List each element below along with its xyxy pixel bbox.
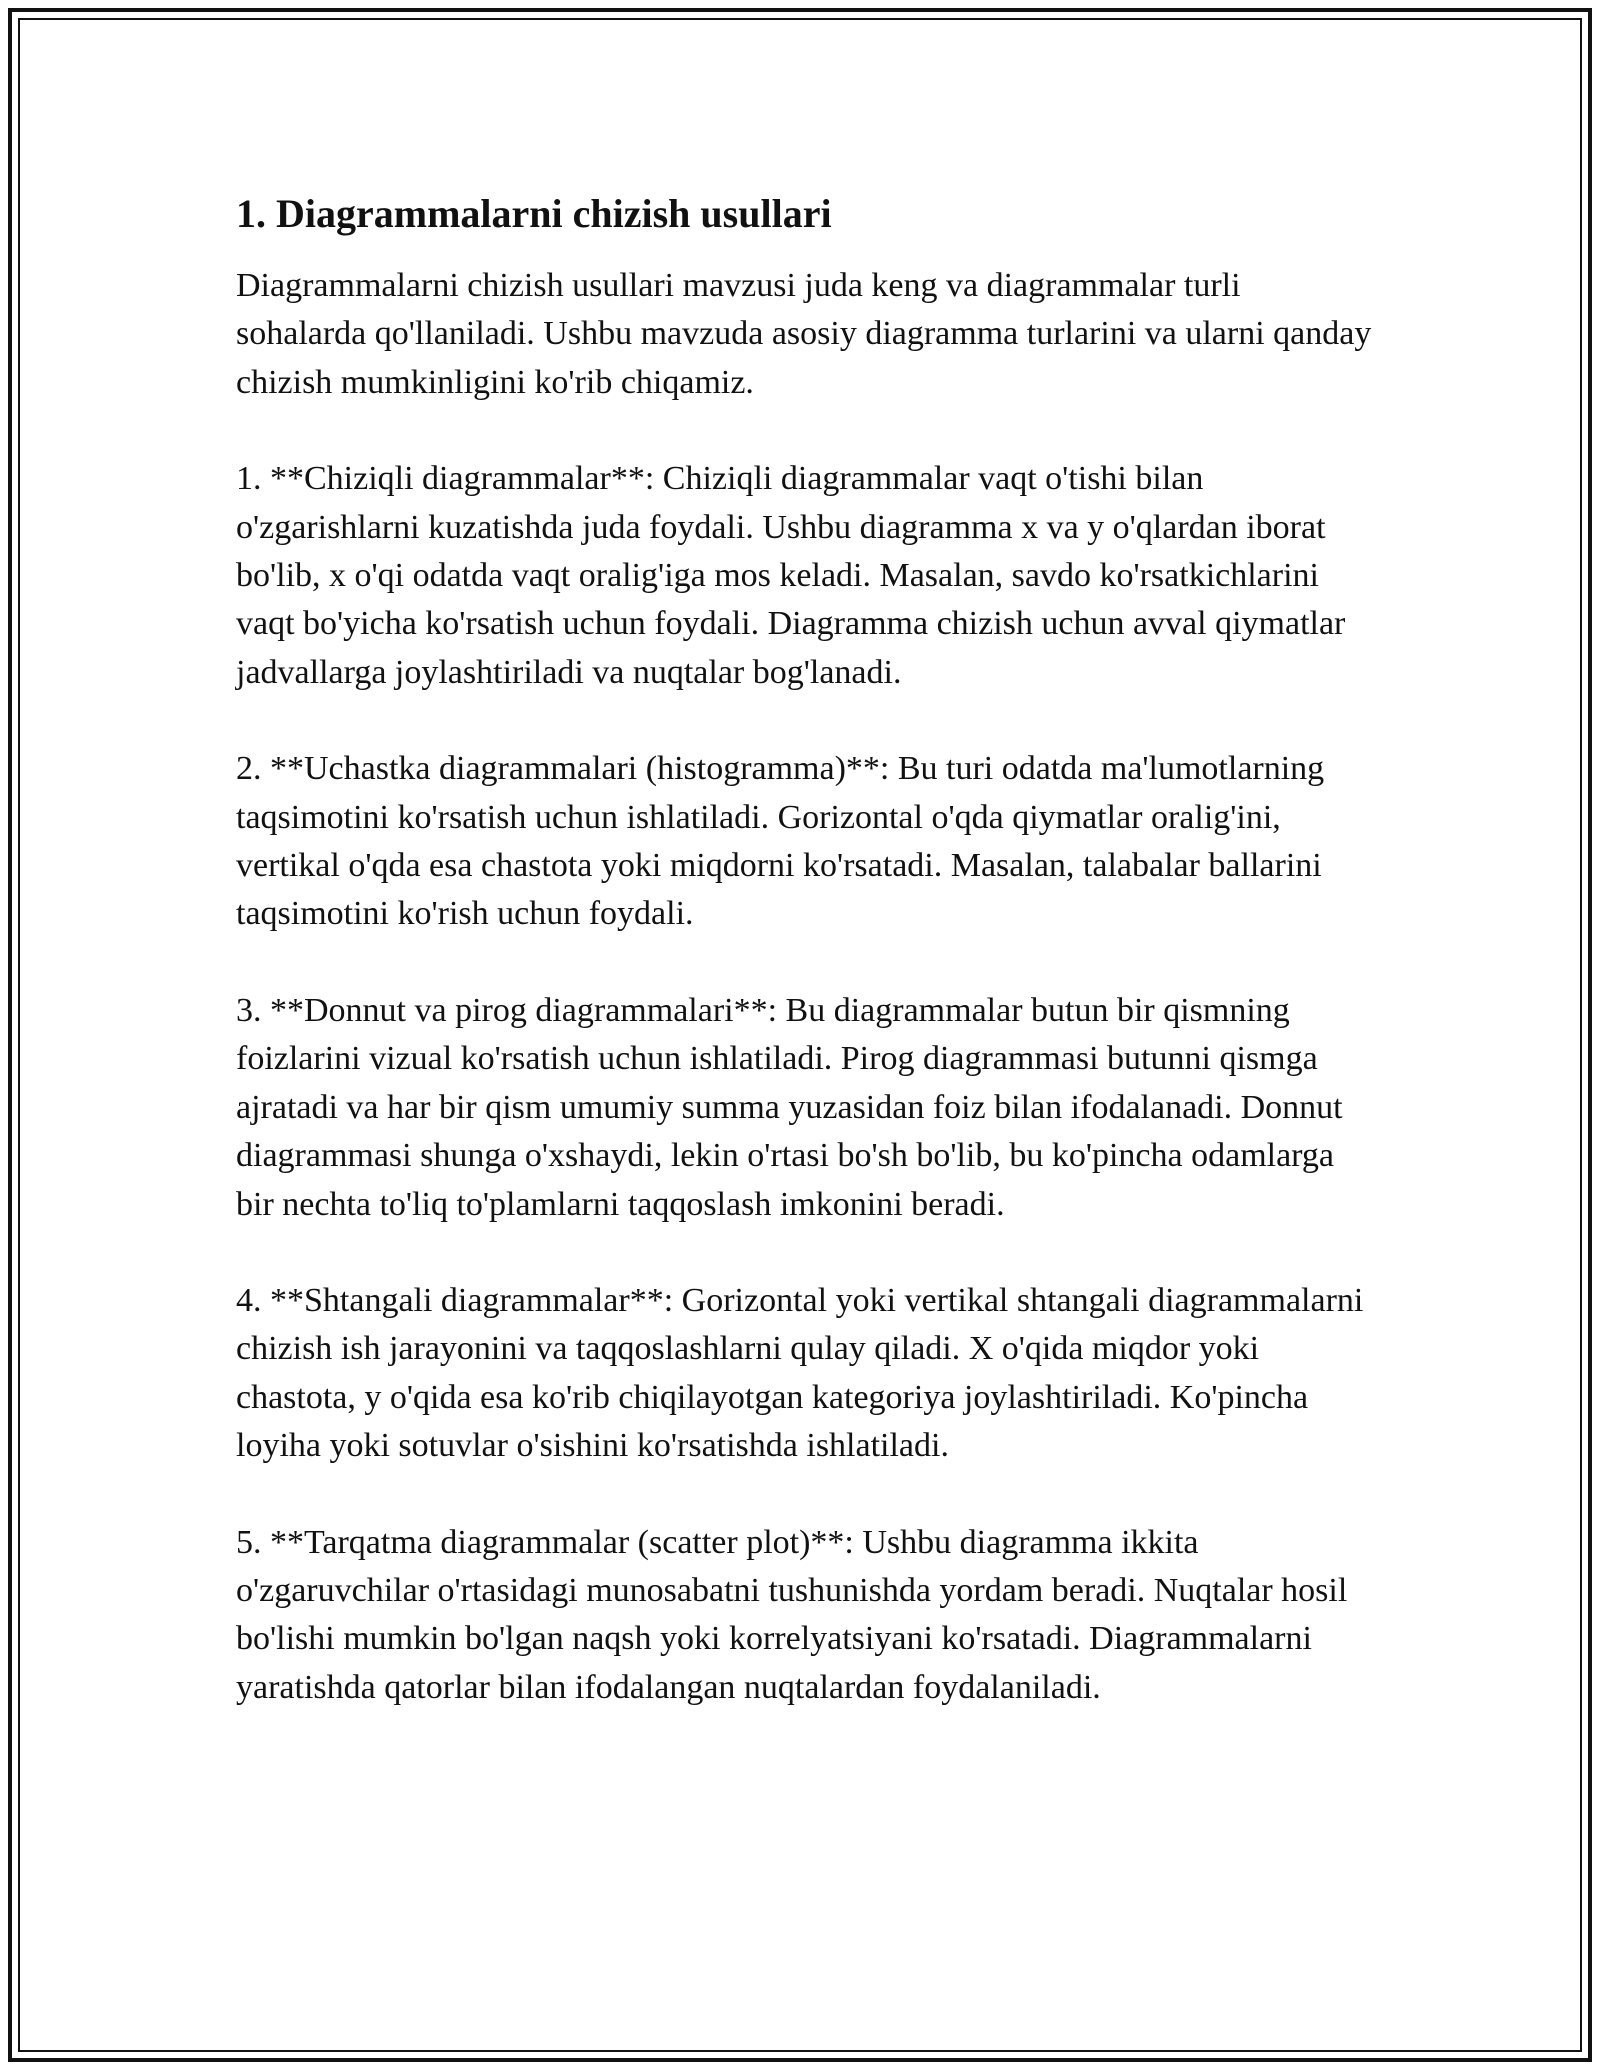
paragraph-donut-pie: 3. **Donnut va pirog diagrammalari**: Bu diagrammalar butun bir qismning foizlarini vizual ko'rsatish uchun ishlatiladi. Pirog diagrammasi butunni qismga ajratadi va har bir qism umumiy summa yuzasidan foiz bilan ifodalanadi. Donnut diagrammasi shunga o'xshaydi, lekin o'rtasi bo'sh bo'lib, bu ko'pincha odamlarga bir nechta to'liq to'plamlarni taqqoslash imkonini beradi. xyxy=(236,991,1343,1223)
paragraph-histogram: 2. **Uchastka diagrammalari (histogramma)**: Bu turi odatda ma'lumotlarning taqsimotini ko'rsatish uchun ishlatiladi. Gorizontal o'qda qiymatlar oralig'ini, vertikal o'qda esa chastota yoki miqdorni ko'rsatadi. Masalan, talabalar ballarini taqsimotini ko'rish uchun foydali. xyxy=(236,750,1325,933)
intro-paragraph: Diagrammalarni chizish usullari mavzusi juda keng va diagrammalar turli sohalarda qo'llaniladi. Ushbu mavzuda asosiy diagramma turlarini va ularni qanday chizish mumkinligini ko'rib chiqamiz. xyxy=(236,267,1372,401)
paragraph-bar-charts: 4. **Shtangali diagrammalar**: Gorizontal yoki vertikal shtangali diagrammalarni chizish ish jarayonini va taqqoslashlarni qulay qiladi. X o'qida miqdor yoki chastota, y o'qida esa ko'rib chiqilayotgan kategoriya joylashtiriladi. Ko'pincha loyiha yoki sotuvlar o'sishini ko'rsatishda ishlatiladi. xyxy=(236,1281,1364,1465)
document-body xyxy=(236,186,1376,1760)
paragraph-scatter-plot: 5. **Tarqatma diagrammalar (scatter plot)**: Ushbu diagramma ikkita o'zgaruvchilar o'rtasidagi munosabatni tushunishda yordam beradi. Nuqtalar hosil bo'lishi mumkin bo'lgan naqsh yoki korrelyatsiyani ko'rsatadi. Diagrammalarni yaratishda qatorlar bilan ifodalangan nuqtalardan foydalaniladi. xyxy=(236,1523,1348,1706)
page-title: 1. Diagrammalarni chizish usullari xyxy=(236,191,832,236)
paragraph-line-charts: 1. **Chiziqli diagrammalar**: Chiziqli diagrammalar vaqt o'tishi bilan o'zgarishlarni kuzatishda juda foydali. Ushbu diagramma x va y o'qlardan iborat bo'lib, x o'qi odatda vaqt oralig'iga mos keladi. Masalan, savdo ko'rsatkichlarini vaqt bo'yicha ko'rsatish uchun foydali. Diagramma chizish uchun avval qiymatlar jadvallarga joylashtiriladi va nuqtalar bog'lanadi. xyxy=(236,460,1346,691)
